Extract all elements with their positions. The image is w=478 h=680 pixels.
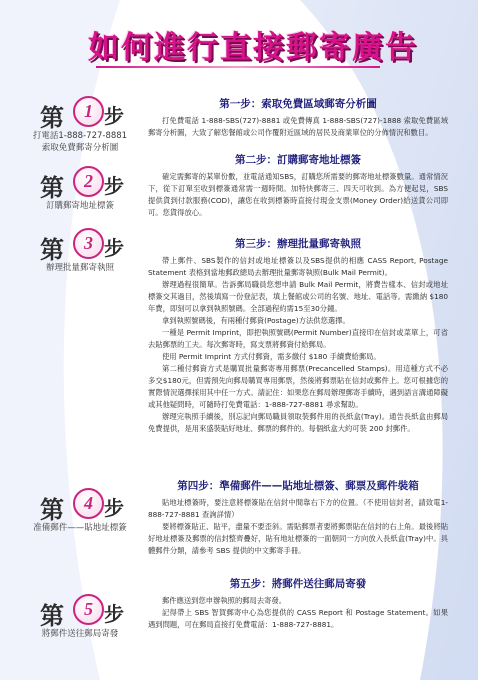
section-paragraph: 貼地址標簽時，要注意將標簽貼在信封中間靠右下方的位置。（不使用信封者，請致電1-888-727-8881 查詢詳情）	[148, 498, 448, 519]
section-step-2	[148, 152, 448, 219]
section-paragraph: 第二種付郵資方式是購買批量郵寄專用郵票(Precancelled Stamps)。用這種方式不必多交$180元，但需預先向郵局購買專用郵票，然後將郵票貼在信封或郵件上。您可根據您的實際情況選擇採用其中任一方式。請記住：如果您在郵局辦理郵寄手續時，遇到語言溝通障礙或其他疑問時，可隨時打免費電話：1-888-727-8881 尋求幫助。	[148, 364, 448, 409]
section-paragraph: 使用 Permit Imprint 方式付郵資，需多繳付 $180 手續費給郵局。	[162, 352, 381, 361]
page-title-text: 如何進行直接郵寄廣告	[88, 30, 418, 66]
section-paragraph: 一種是 Permit Imprint，即把執照號碼(Permit Number)直接印在信封或菜單上，可省去貼郵票的工夫。每次郵寄時，寫支票將郵資付給郵局。	[148, 328, 448, 349]
section-paragraph: 記得帶上 SBS 智賀郵寄中心為您提供的 CASS Report 和 Postage Statement。如果遇到問題，可在郵局直接打免費電話：1-888-727-8881。	[148, 608, 448, 629]
step-marker-1	[32, 98, 128, 154]
step-number-badge: 1	[73, 96, 104, 127]
section-step-1	[148, 96, 448, 139]
step-caption: 訂購郵寄地址標簽	[45, 201, 114, 211]
section-paragraph: 帶上郵件、SBS製作的信封或地址標簽以及SBS提供的相應 CASS Report, Postage Statement 表格到當地郵政總局去辦理批量郵寄執照(Bulk Mail Permit)。	[148, 256, 448, 277]
step-di: 第	[40, 236, 63, 264]
step-marker-4	[33, 490, 127, 534]
step-caption: 准備郵件——貼地址標簽	[33, 523, 127, 533]
step-caption: 打電話1-888-727-8881 索取免費郵寄分析圖	[32, 131, 128, 153]
step-bu: 步	[104, 104, 124, 128]
step-number-badge: 3	[73, 228, 104, 259]
step-marker-2	[40, 168, 124, 212]
section-heading: 第一步：索取免費區域郵寄分析圖	[219, 98, 377, 110]
step-di: 第	[40, 602, 63, 630]
step-di: 第	[40, 104, 63, 132]
step-number-badge: 4	[73, 488, 104, 519]
section-heading: 第三步：辦理批量郵寄執照	[235, 238, 361, 250]
step-marker-5	[40, 596, 124, 640]
step-caption: 辦理批量郵寄執照	[45, 263, 114, 273]
step-di: 第	[40, 496, 63, 524]
step-bu: 步	[104, 174, 124, 198]
page-title	[88, 22, 418, 68]
section-paragraph: 郵件應送到您申辦執照的郵局去寄發。	[162, 596, 287, 605]
section-heading: 第五步：將郵件送往郵局寄發	[229, 578, 367, 590]
section-paragraph: 拿到執照號碼後，有兩種付郵資(Postage)方法供您選擇。	[162, 316, 350, 325]
section-paragraph: 要將標簽貼正、貼平，盡量不要歪斜。需貼郵票者要將郵票貼在信封的右上角。最後將貼好地址標簽及郵票的信封整齊疊好，貼有地址標簽的一面朝同一方向放入長紙盒(Tray)中。具體郵件分類，請參考 SBS 提供的中文郵寄手冊。	[148, 522, 448, 555]
step-caption: 將郵件送往郵局寄發	[41, 629, 119, 639]
step-di: 第	[40, 174, 63, 202]
step-bu: 步	[104, 236, 124, 260]
section-paragraph: 辦理完執照手續後，別忘記向郵局職員領取裝郵件用的長紙盒(Tray)。通告長紙盒由郵局免費提供，是用來盛裝貼好地址、郵票的郵件的。每個紙盒大約可裝 200 封郵件。	[148, 412, 448, 433]
title-underline	[96, 66, 380, 68]
step-number-badge: 5	[73, 594, 104, 625]
section-heading: 第二步：訂購郵寄地址標簽	[235, 154, 361, 166]
section-paragraph: 打免費電話 1-888-SBS(727)-8881 或免費傳真 1-888-SBS(727)-1888 索取免費區域郵寄分析圖，大致了解您餐館或公司作覆附近區域的居民及商業單位的分佈情況和數目。	[148, 116, 448, 137]
step-bu: 步	[104, 602, 124, 626]
section-step-4	[148, 478, 448, 557]
step-marker-3	[40, 230, 124, 274]
section-step-5	[148, 576, 448, 631]
section-paragraph: 辦理過程很簡單。告訴郵局職員您想申請 Bulk Mail Permit，將費告樣本、信封或地址標簽交其過目，然後填寫一份登記表，填上餐館或公司的名號、地址、電話等。需繳納 $180 年費，即刻可以拿到執照號碼。全部過程約需15至30分鐘。	[148, 280, 448, 313]
section-paragraph: 確定需郵寄的某單份數，並電話通知SBS，訂購您所需要的郵寄地址標簽數量。通常情況下，從下訂單至收到標簽通常需一週時間。加特快郵寄三、四天可收到。為方便起見，SBS 提供貨到付款服務(COD)，讓您在收到標簽時直接付現金支票(Money Order)給送貨公司即可。您貨得放心。	[148, 172, 448, 217]
section-step-3	[148, 236, 448, 435]
step-number-badge: 2	[73, 166, 104, 197]
section-heading: 第四步：準備郵件——貼地址標簽、郵票及郵件裝箱	[177, 480, 419, 492]
step-bu: 步	[104, 496, 124, 520]
